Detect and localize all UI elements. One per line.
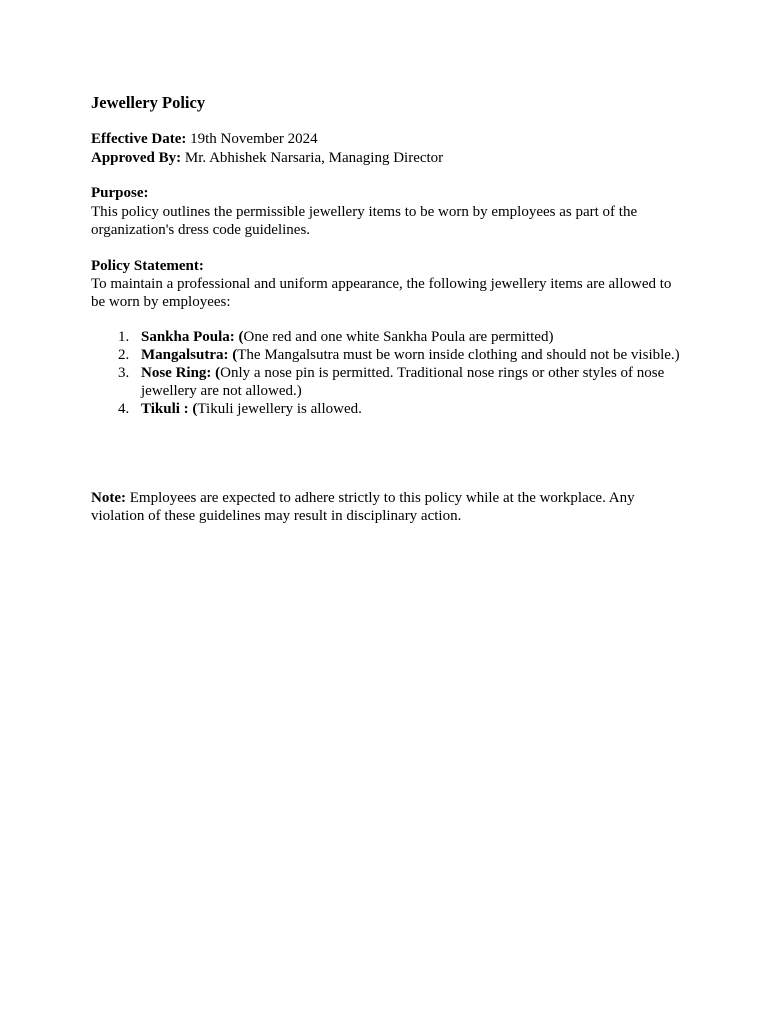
purpose-heading: Purpose: xyxy=(91,185,149,201)
document-title: Jewellery Policy xyxy=(91,93,206,112)
list-item xyxy=(91,328,681,346)
list-item-number: 3. xyxy=(118,365,130,381)
list-item-label: Nose Ring: ( xyxy=(141,365,221,381)
approved-by-value: Mr. Abhishek Narsaria, Managing Director xyxy=(181,150,444,166)
list-item-number: 2. xyxy=(118,347,130,363)
list-item-text: The Mangalsutra must be worn inside clothing and should not be visible.) xyxy=(237,347,680,363)
policy-statement-body: To maintain a professional and uniform appearance, the following jewellery items are allowed to be worn by employees: xyxy=(91,276,672,310)
list-item-text: Tikuli jewellery is allowed. xyxy=(197,401,362,417)
list-item-label: Tikuli : ( xyxy=(141,401,198,417)
list-item xyxy=(91,346,681,364)
list-item xyxy=(91,364,681,400)
list-item-text: Only a nose pin is permitted. Traditional nose rings or other styles of nose jewellery are not allowed.) xyxy=(141,365,665,399)
list-item-number: 4. xyxy=(118,401,130,417)
effective-date-line xyxy=(91,130,318,148)
allowed-jewellery-list xyxy=(91,328,681,418)
approved-by-label: Approved By: xyxy=(91,150,182,166)
list-item-number: 1. xyxy=(118,329,130,345)
note-paragraph xyxy=(91,489,671,525)
effective-date-label: Effective Date: xyxy=(91,131,187,147)
approved-by-line xyxy=(91,149,443,167)
policy-statement-heading: Policy Statement: xyxy=(91,258,204,274)
effective-date-value: 19th November 2024 xyxy=(186,131,318,147)
note-label: Note: xyxy=(91,490,126,506)
purpose-body: This policy outlines the permissible jewellery items to be worn by employees as part of the organization's dress code guidelines. xyxy=(91,204,638,238)
list-item-label: Sankha Poula: ( xyxy=(141,329,244,345)
note-text: Employees are expected to adhere strictly to this policy while at the workplace. Any violation of these guidelines may result in disciplinary action. xyxy=(91,490,635,524)
list-item-label: Mangalsutra: ( xyxy=(141,347,238,363)
list-item-text: One red and one white Sankha Poula are permitted) xyxy=(243,329,554,345)
list-item xyxy=(91,400,681,418)
